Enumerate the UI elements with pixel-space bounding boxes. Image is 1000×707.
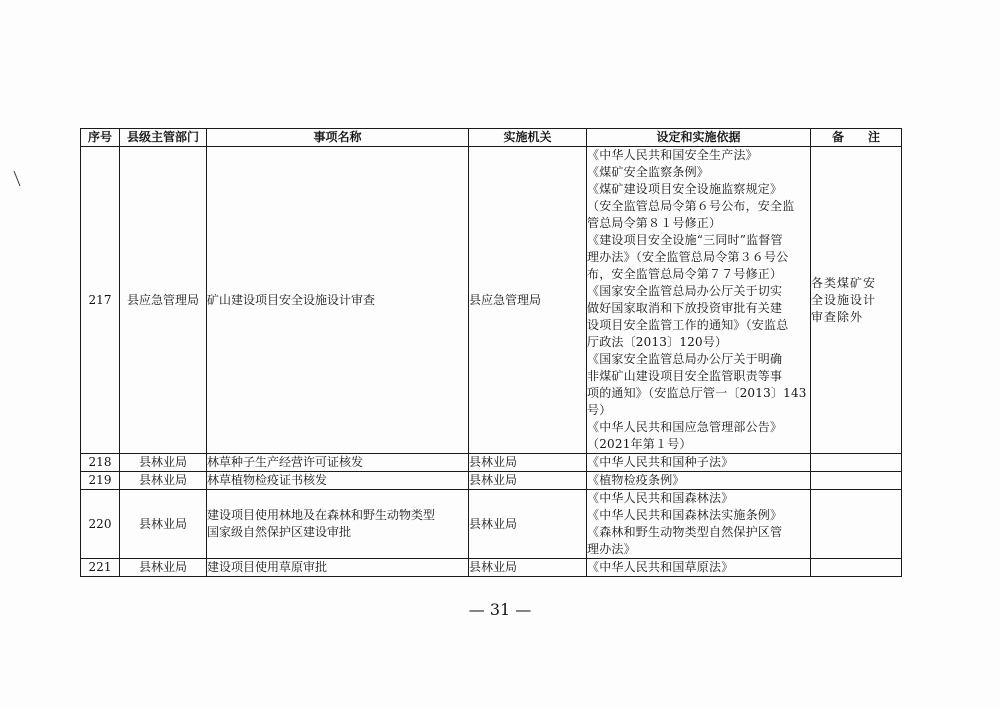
row-no: 220 [81, 490, 120, 559]
row-item: 林草植物检疫证书核发 [207, 472, 469, 490]
basis-line: 《中华人民共和国森林法》 [587, 491, 734, 505]
row-basis [587, 147, 811, 454]
row-no: 221 [81, 559, 120, 577]
row-basis [587, 559, 811, 577]
basis-line: 《植物检疫条例》 [587, 473, 685, 487]
row-item: 建设项目使用草原审批 [207, 559, 469, 577]
header-note: 备 注 [811, 129, 902, 147]
items-table [80, 128, 902, 577]
basis-line: 布，安全监管总局令第７７号修正） [587, 267, 783, 281]
row-item: 矿山建设项目安全设施设计审查 [207, 147, 469, 454]
header-basis: 设定和实施依据 [587, 129, 811, 147]
basis-line: 管总局令第８１号修正） [587, 216, 722, 230]
row-no: 217 [81, 147, 120, 454]
basis-line: 项的通知》（安监总厅管一〔2013〕143 [587, 386, 807, 400]
row-dept: 县应急管理局 [120, 147, 207, 454]
basis-line: 做好国家取消和下放投资审批有关建 [587, 301, 783, 315]
row-agency: 县林业局 [469, 490, 587, 559]
note-line: 审查除外 [811, 309, 864, 324]
row-note [811, 490, 902, 559]
row-item [207, 490, 469, 559]
basis-line: 厅政法〔2013〕120号） [587, 335, 728, 349]
basis-line: 《中华人民共和国应急管理部公告》 [587, 420, 783, 434]
basis-line: 《建设项目安全设施“三同时”监督管 [587, 233, 783, 247]
table-row [81, 472, 902, 490]
row-note [811, 454, 902, 472]
basis-line: 《国家安全监管总局办公厅关于切实 [587, 284, 783, 298]
basis-line: 《中华人民共和国草原法》 [587, 560, 734, 574]
row-item: 林草种子生产经营许可证核发 [207, 454, 469, 472]
basis-line: 《中华人民共和国安全生产法》 [587, 148, 758, 162]
row-agency: 县林业局 [469, 559, 587, 577]
basis-line: 《国家安全监管总局办公厅关于明确 [587, 352, 783, 366]
basis-line: 理办法》 [587, 542, 636, 556]
page-number: — 31 — [468, 600, 532, 619]
table-row [81, 147, 902, 454]
item-line: 建设项目使用林地及在森林和野生动物类型 [207, 508, 436, 522]
table-row [81, 490, 902, 559]
row-dept: 县林业局 [120, 490, 207, 559]
basis-line: （安全监管总局令第６号公布，安全监 [587, 199, 795, 213]
row-basis [587, 472, 811, 490]
row-agency: 县林业局 [469, 472, 587, 490]
stray-pen-mark [13, 170, 21, 188]
item-line: 国家级自然保护区建设审批 [207, 525, 352, 539]
header-no: 序号 [81, 129, 120, 147]
basis-line: 《中华人民共和国种子法》 [587, 455, 734, 469]
basis-line: 非煤矿山建设项目安全监管职责等事 [587, 369, 783, 383]
row-dept: 县林业局 [120, 559, 207, 577]
basis-line: 《煤矿安全监察条例》 [587, 165, 710, 179]
basis-line: 设项目安全监管工作的通知》（安监总 [587, 318, 789, 332]
row-no: 218 [81, 454, 120, 472]
row-note [811, 472, 902, 490]
basis-line: 《中华人民共和国森林法实施条例》 [587, 508, 783, 522]
basis-line: 理办法》（安全监管总局令第３６号公 [587, 250, 789, 264]
basis-line: 《森林和野生动物类型自然保护区管 [587, 525, 783, 539]
note-line: 全设施设计 [811, 292, 877, 307]
header-dept: 县级主管部门 [120, 129, 207, 147]
basis-line: 《煤矿建设项目安全设施监察规定》 [587, 182, 783, 196]
table-row [81, 454, 902, 472]
header-item: 事项名称 [207, 129, 469, 147]
row-no: 219 [81, 472, 120, 490]
row-dept: 县林业局 [120, 472, 207, 490]
header-agency: 实施机关 [469, 129, 587, 147]
row-basis [587, 490, 811, 559]
basis-line: （2021年第１号） [587, 437, 692, 451]
row-note [811, 147, 902, 454]
row-agency: 县林业局 [469, 454, 587, 472]
row-basis [587, 454, 811, 472]
row-note [811, 559, 902, 577]
row-dept: 县林业局 [120, 454, 207, 472]
note-line: 各类煤矿安 [811, 275, 877, 290]
table-row [81, 559, 902, 577]
basis-line: 号） [587, 403, 612, 417]
row-agency: 县应急管理局 [469, 147, 587, 454]
header-row [81, 129, 902, 147]
